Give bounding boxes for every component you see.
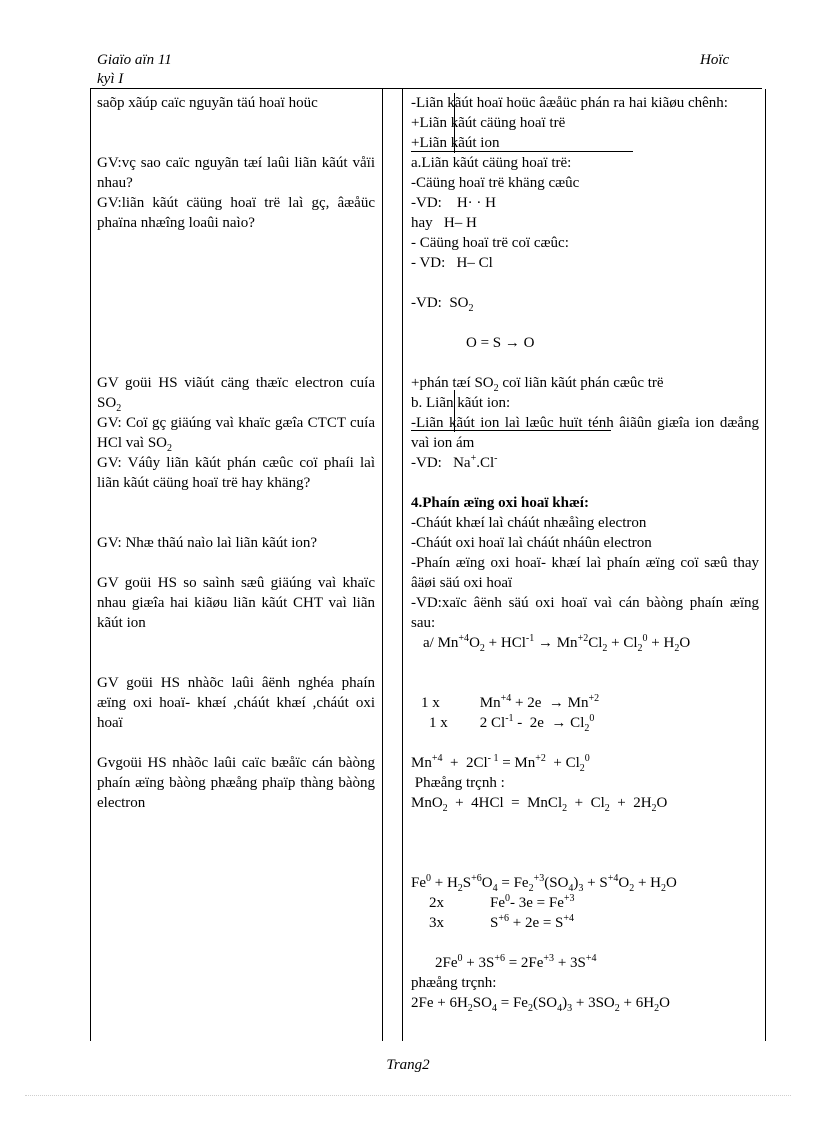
left-text-5: GV: Coï gç giäúng vaì khaïc gæîa CTCT cuía HCl vaì $SO_2$ bbox=[97, 415, 375, 454]
left-text-8: GV goüi HS so saình sæû giäúng vaì khaïc nhau giæîa hai kiãøu liãn kãút CHT vaì liãn kãút ion bbox=[97, 575, 375, 631]
right-text-19: -Phaín æïng oxi hoaï- khæí laì phaín æïng coï sæû thay âäøi säú oxi hoaï bbox=[411, 555, 759, 591]
left-text-7: GV: Nhæ thãú naìo laì liãn kãút ion? bbox=[97, 535, 318, 551]
teacher-activity-column bbox=[97, 93, 375, 813]
page-number: Trang2 bbox=[386, 1057, 430, 1073]
left-text-1: saõp xãúp caïc nguyãn täú hoaï hoüc bbox=[97, 95, 318, 111]
right-text-14: -Liãn kãút ion laì læûc huït ténh âiãûn giæîa ion dæång vaì ion ám bbox=[411, 415, 759, 451]
header-subject: Hoïc bbox=[700, 52, 730, 68]
right-text-10: -VD: $SO_2$ bbox=[411, 295, 474, 314]
final-equation-1: MnO$_2$ + 4HCl = MnCl$_2$ + $Cl_2 + 2H_2O$ bbox=[411, 795, 668, 814]
equation-2: $Fe^0 + H_2S^{+6}O_4 = Fe_2^{+3}(SO_4)_3 + S^{+4}O_2 + H_2O$ bbox=[411, 873, 677, 894]
half-reaction-2: 1 x 2 $Cl^{-1} - 2e \to Cl_2^0$ bbox=[429, 713, 595, 734]
header-divider bbox=[90, 88, 762, 89]
half-reaction-3: 2x Fe$^0$- $3e = Fe^{+3}$ bbox=[429, 893, 575, 911]
left-text-3: GV:liãn kãút cäüng hoaï trë laì gç, âæåüc phaïna nhæîng loaûi naìo? bbox=[97, 195, 375, 231]
right-text-5: -Cäüng hoaï trë khäng cæûc bbox=[411, 175, 580, 191]
half-reaction-1: 1 x $Mn^{+4} + 2e \to Mn^{+2}$ bbox=[421, 693, 600, 711]
sum-equation-1: $Mn^{+4} + 2Cl^{- 1} = Mn^{+2} + Cl_2^0$ bbox=[411, 753, 590, 774]
left-text-10: Gvgoüi HS nhàõc laûi caïc bæåïc cán bàòng phaín æïng bàòng phæång phaïp thàng bàòng electron bbox=[97, 755, 375, 811]
table-border-middle-a bbox=[382, 89, 383, 1041]
right-text-12: +phán tæí $SO_2$ coï liãn kãút phán cæûc trë bbox=[411, 375, 664, 394]
content-column bbox=[411, 93, 759, 1013]
right-text-15: -VD: Na+.Cl- bbox=[411, 453, 498, 471]
page-bottom-divider bbox=[25, 1095, 791, 1096]
left-text-4: GV goüi HS viãút cäng thæïc electron cuía $SO_2$ bbox=[97, 375, 375, 414]
right-text-20: -VD:xaïc âënh säú oxi hoaï vaì cán bàòng phaín æïng sau: bbox=[411, 595, 759, 631]
right-text-1: -Liãn kãút hoaï hoüc âæåüc phán ra hai kiãøu chênh: bbox=[411, 95, 728, 111]
equation-1: a/ $Mn^{+4}O_2 + HCl^{-1} \to Mn^{+2}Cl_2 + Cl_2^0 + H_2O$ bbox=[423, 633, 691, 654]
equation-label-2: phæång trçnh: bbox=[411, 975, 497, 991]
right-text-8: - Cäüng hoaï trë coï cæûc: bbox=[411, 235, 569, 251]
header-title: Giaïo aïn 11 bbox=[97, 52, 172, 68]
right-text-9: - VD: H– Cl bbox=[411, 255, 493, 271]
right-text-17: -Cháút khæí laì cháút nhæåìng electron bbox=[411, 515, 647, 531]
table-border-left bbox=[90, 89, 91, 1041]
header-left bbox=[97, 51, 172, 89]
sum-equation-2: $2Fe^0 + 3S^{+6} = 2Fe^{+3} + 3S^{+4}$ bbox=[435, 953, 597, 971]
final-equation-2: $2Fe + 6H_2SO_4 = Fe_2(SO_4)_3 + 3SO_2 + 6H_2O$ bbox=[411, 995, 670, 1014]
right-text-2: +Liãn kãút cäüng hoaï trë bbox=[411, 115, 566, 131]
right-text-18: -Cháút oxi hoaï laì cháút nháûn electron bbox=[411, 535, 652, 551]
half-reaction-4: 3x $S^{+6} + 2e = S^{+4}$ bbox=[429, 913, 575, 931]
section-title-redox: 4.Phaín æïng oxi hoaï khæí: bbox=[411, 495, 589, 511]
table-border-middle-b bbox=[402, 89, 403, 1041]
left-text-6: GV: Váûy liãn kãút phán cæûc coï phaíi laì liãn kãút cäüng hoaï trë hay khäng? bbox=[97, 455, 375, 491]
right-text-7: hay H– H bbox=[411, 215, 477, 231]
left-text-2: GV:vç sao caïc nguyãn tæí laûi liãn kãút våïi nhau? bbox=[97, 155, 375, 191]
equation-label-1: Phæång trçnh : bbox=[411, 775, 505, 791]
right-text-4: a.Liãn kãút cäüng hoaï trë: bbox=[411, 155, 572, 171]
left-text-9: GV goüi HS nhàõc laûi âënh nghéa phaín æïng oxi hoaï- khæí ,cháút khæí ,cháút oxi hoaï bbox=[97, 675, 375, 731]
header-term: kyì I bbox=[97, 71, 124, 87]
right-text-3: +Liãn kãút ion bbox=[411, 135, 500, 151]
so2-structure: O = S → O bbox=[466, 335, 535, 351]
right-text-6: -VD: H· · H bbox=[411, 195, 496, 211]
table-border-right bbox=[765, 89, 766, 1041]
right-text-13: b. Liãn kãút ion: bbox=[411, 395, 511, 411]
